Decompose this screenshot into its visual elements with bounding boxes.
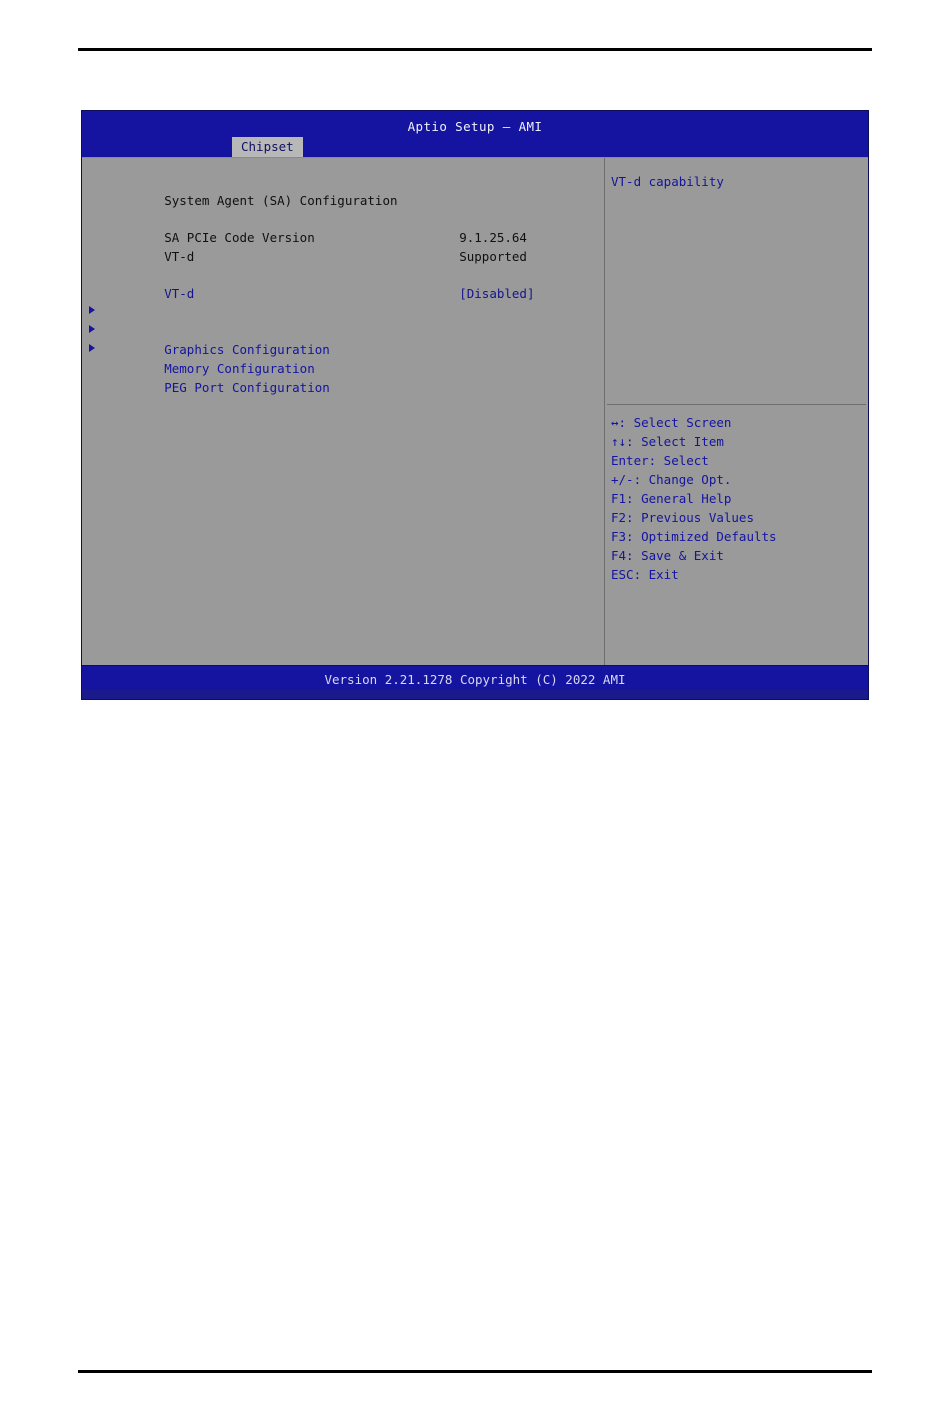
info-value: Supported xyxy=(459,249,527,264)
page-rule-top xyxy=(78,48,872,51)
tab-chipset[interactable]: Chipset xyxy=(232,137,303,157)
key-legend-item: ↔: Select Screen xyxy=(611,415,732,430)
info-row-vtd-support xyxy=(82,228,604,264)
section-heading-label: System Agent (SA) Configuration xyxy=(164,193,398,208)
help-text: VT-d capability xyxy=(611,174,724,189)
chevron-right-icon xyxy=(89,344,95,352)
info-row-sa-pcie-code-version xyxy=(82,209,604,245)
settings-pane xyxy=(82,158,605,665)
key-legend-item: ESC: Exit xyxy=(611,567,679,582)
info-label: VT-d xyxy=(164,249,195,264)
chevron-right-icon xyxy=(89,306,95,314)
key-legend-item: F3: Optimized Defaults xyxy=(611,529,777,544)
menu-bar xyxy=(82,137,868,157)
body-area xyxy=(82,157,868,665)
setting-label: VT-d xyxy=(164,286,195,301)
key-legend-item: F2: Previous Values xyxy=(611,510,754,525)
help-pane xyxy=(605,158,868,665)
key-legend-item: +/-: Change Opt. xyxy=(611,472,732,487)
key-legend-item: ↑↓: Select Item xyxy=(611,434,724,449)
page-rule-bottom xyxy=(78,1370,872,1373)
submenu-graphics-configuration[interactable] xyxy=(82,302,604,357)
chevron-right-icon xyxy=(89,325,95,333)
submenu-label: Graphics Configuration xyxy=(164,342,330,357)
bios-setup-window xyxy=(81,110,869,700)
info-label: SA PCIe Code Version xyxy=(164,230,315,245)
setting-row-vtd[interactable] xyxy=(82,265,604,301)
submenu-label: Memory Configuration xyxy=(164,361,315,376)
footer-version-text: Version 2.21.1278 Copyright (C) 2022 AMI xyxy=(324,672,626,687)
key-legend-item: F4: Save & Exit xyxy=(611,548,724,563)
key-legend-item: Enter: Select xyxy=(611,453,709,468)
submenu-label: PEG Port Configuration xyxy=(164,380,330,395)
footer-bar xyxy=(82,665,868,690)
key-legend xyxy=(605,405,868,584)
section-heading xyxy=(82,172,604,208)
info-value: 9.1.25.64 xyxy=(459,230,527,245)
title-bar xyxy=(82,111,868,137)
key-legend-item: F1: General Help xyxy=(611,491,732,506)
window-title: Aptio Setup – AMI xyxy=(407,119,543,134)
setting-value[interactable]: [Disabled] xyxy=(459,286,535,301)
